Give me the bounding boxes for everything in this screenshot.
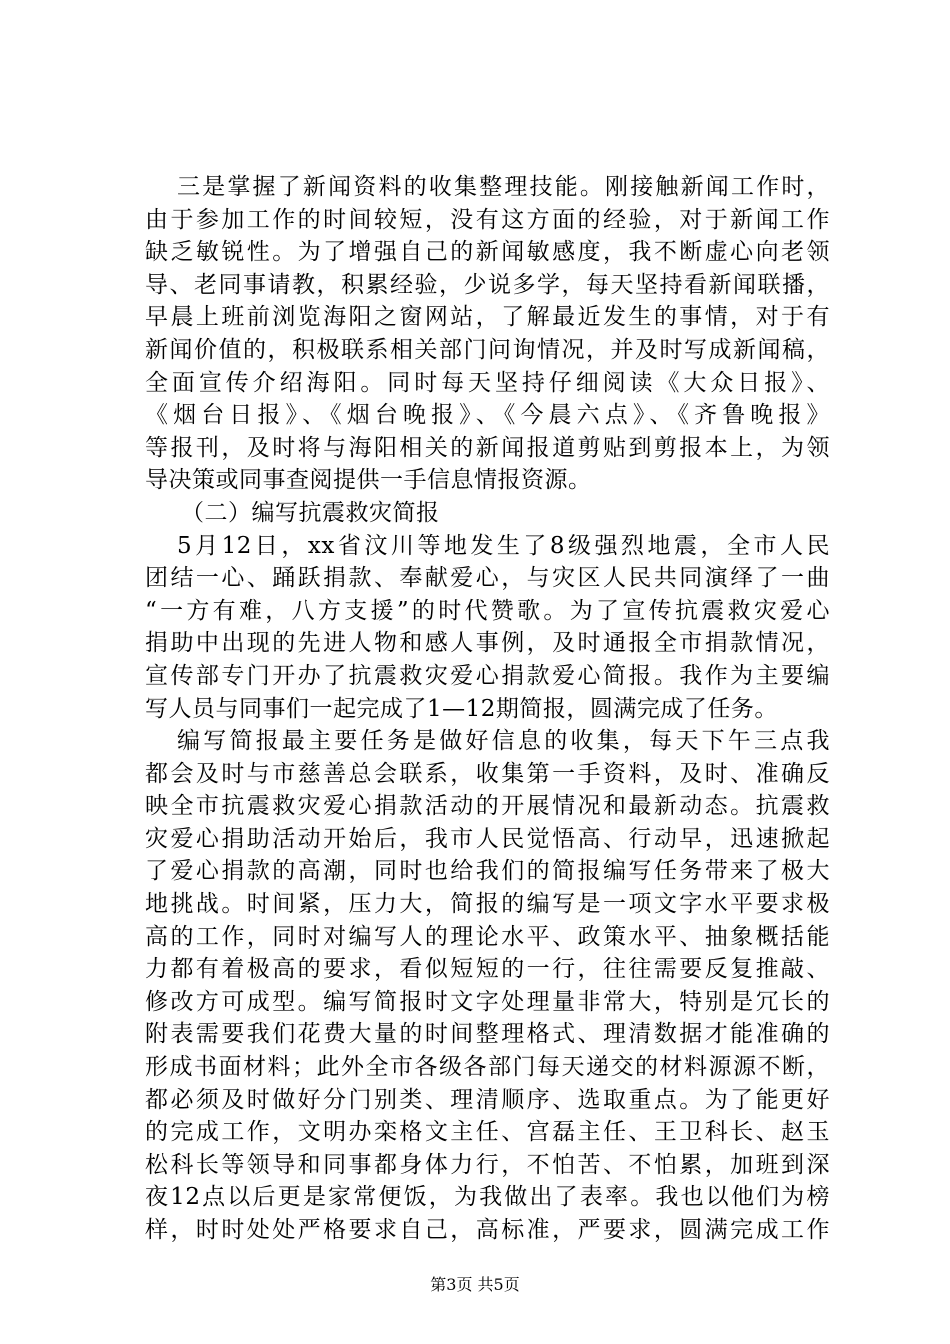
text-line: 高的工作，同时对编写人的理论水平、政策水平、抽象概括能 — [145, 923, 830, 950]
text-line: 全面宣传介绍海阳。同时每天坚持仔细阅读《大众日报》、 — [145, 369, 830, 396]
text-line: 宣传部专门开办了抗震救灾爱心捐款爱心简报。我作为主要编 — [145, 662, 830, 689]
section-heading: （二）编写抗震救灾简报 — [181, 499, 440, 526]
text-line: 松科长等领导和同事都身体力行，不怕苦、不怕累，加班到深 — [145, 1151, 830, 1178]
text-line: 导决策或同事查阅提供一手信息情报资源。 — [145, 467, 592, 494]
paragraph-briefing-work — [145, 725, 830, 1247]
text-line: 《烟台日报》、《烟台晚报》、《今晨六点》、《齐鲁晚报》 — [145, 402, 830, 429]
text-line: 地挑战。时间紧，压力大，简报的编写是一项文字水平要求极 — [145, 891, 830, 918]
text-line: 的完成工作，文明办栾格文主任、宫磊主任、王卫科长、赵玉 — [145, 1119, 830, 1146]
text-line: 附表需要我们花费大量的时间整理格式、理清数据才能准确的 — [145, 1021, 830, 1048]
text-line: 修改方可成型。编写简报时文字处理量非常大，特别是冗长的 — [145, 988, 830, 1015]
paragraph-news-skills — [145, 171, 830, 497]
text-line: 捐助中出现的先进人物和感人事例，及时通报全市捐款情况， — [145, 630, 830, 657]
text-line: 都会及时与市慈善总会联系，收集第一手资料，及时、准确反 — [145, 760, 830, 787]
text-line: 力都有着极高的要求，看似短短的一行，往往需要反复推敲、 — [145, 956, 830, 983]
text-line: 映全市抗震救灾爱心捐款活动的开展情况和最新动态。抗震救 — [145, 793, 830, 820]
text-line: “一方有难，八方支援”的时代赞歌。为了宣传抗震救灾爱心 — [145, 597, 830, 624]
text-line: 早晨上班前浏览海阳之窗网站，了解最近发生的事情，对于有 — [145, 304, 830, 331]
text-line: 样，时时处处严格要求自己，高标准，严要求，圆满完成工作 — [145, 1217, 830, 1243]
text-line: 了爱心捐款的高潮，同时也给我们的简报编写任务带来了极大 — [145, 858, 830, 885]
page-number-footer: 第3页 共5页 — [430, 1275, 520, 1294]
text-line: 等报刊，及时将与海阳相关的新闻报道剪贴到剪报本上，为领 — [145, 434, 830, 461]
text-line: 编写简报最主要任务是做好信息的收集，每天下午三点我 — [177, 728, 830, 755]
text-line: 导、老同事请教，积累经验，少说多学，每天坚持看新闻联播， — [145, 271, 830, 298]
paragraph-earthquake — [145, 530, 830, 726]
text-line: 夜12点以后更是家常便饭，为我做出了表率。我也以他们为榜 — [145, 1184, 830, 1211]
text-line: 5月12日，xx省汶川等地发生了8级强烈地震，全市人民 — [177, 532, 830, 559]
text-line: 三是掌握了新闻资料的收集整理技能。刚接触新闻工作时， — [177, 174, 830, 200]
text-line: 都必须及时做好分门别类、理清顺序、选取重点。为了能更好 — [145, 1086, 830, 1113]
text-line: 由于参加工作的时间较短，没有这方面的经验，对于新闻工作 — [145, 206, 830, 233]
text-line: 形成书面材料；此外全市各级各部门每天递交的材料源源不断， — [145, 1054, 830, 1081]
text-line: 写人员与同事们一起完成了1—12期简报，圆满完成了任务。 — [145, 695, 778, 722]
text-line: 团结一心、踊跃捐款、奉献爱心，与灾区人民共同演绎了一曲 — [145, 565, 830, 592]
document-body — [145, 171, 830, 1247]
text-line: 灾爱心捐助活动开始后，我市人民觉悟高、行动早，迅速掀起 — [145, 825, 830, 852]
text-line: 新闻价值的，积极联系相关部门问询情况，并及时写成新闻稿， — [145, 336, 830, 363]
text-line: 缺乏敏锐性。为了增强自己的新闻敏感度，我不断虚心向老领 — [145, 239, 830, 266]
